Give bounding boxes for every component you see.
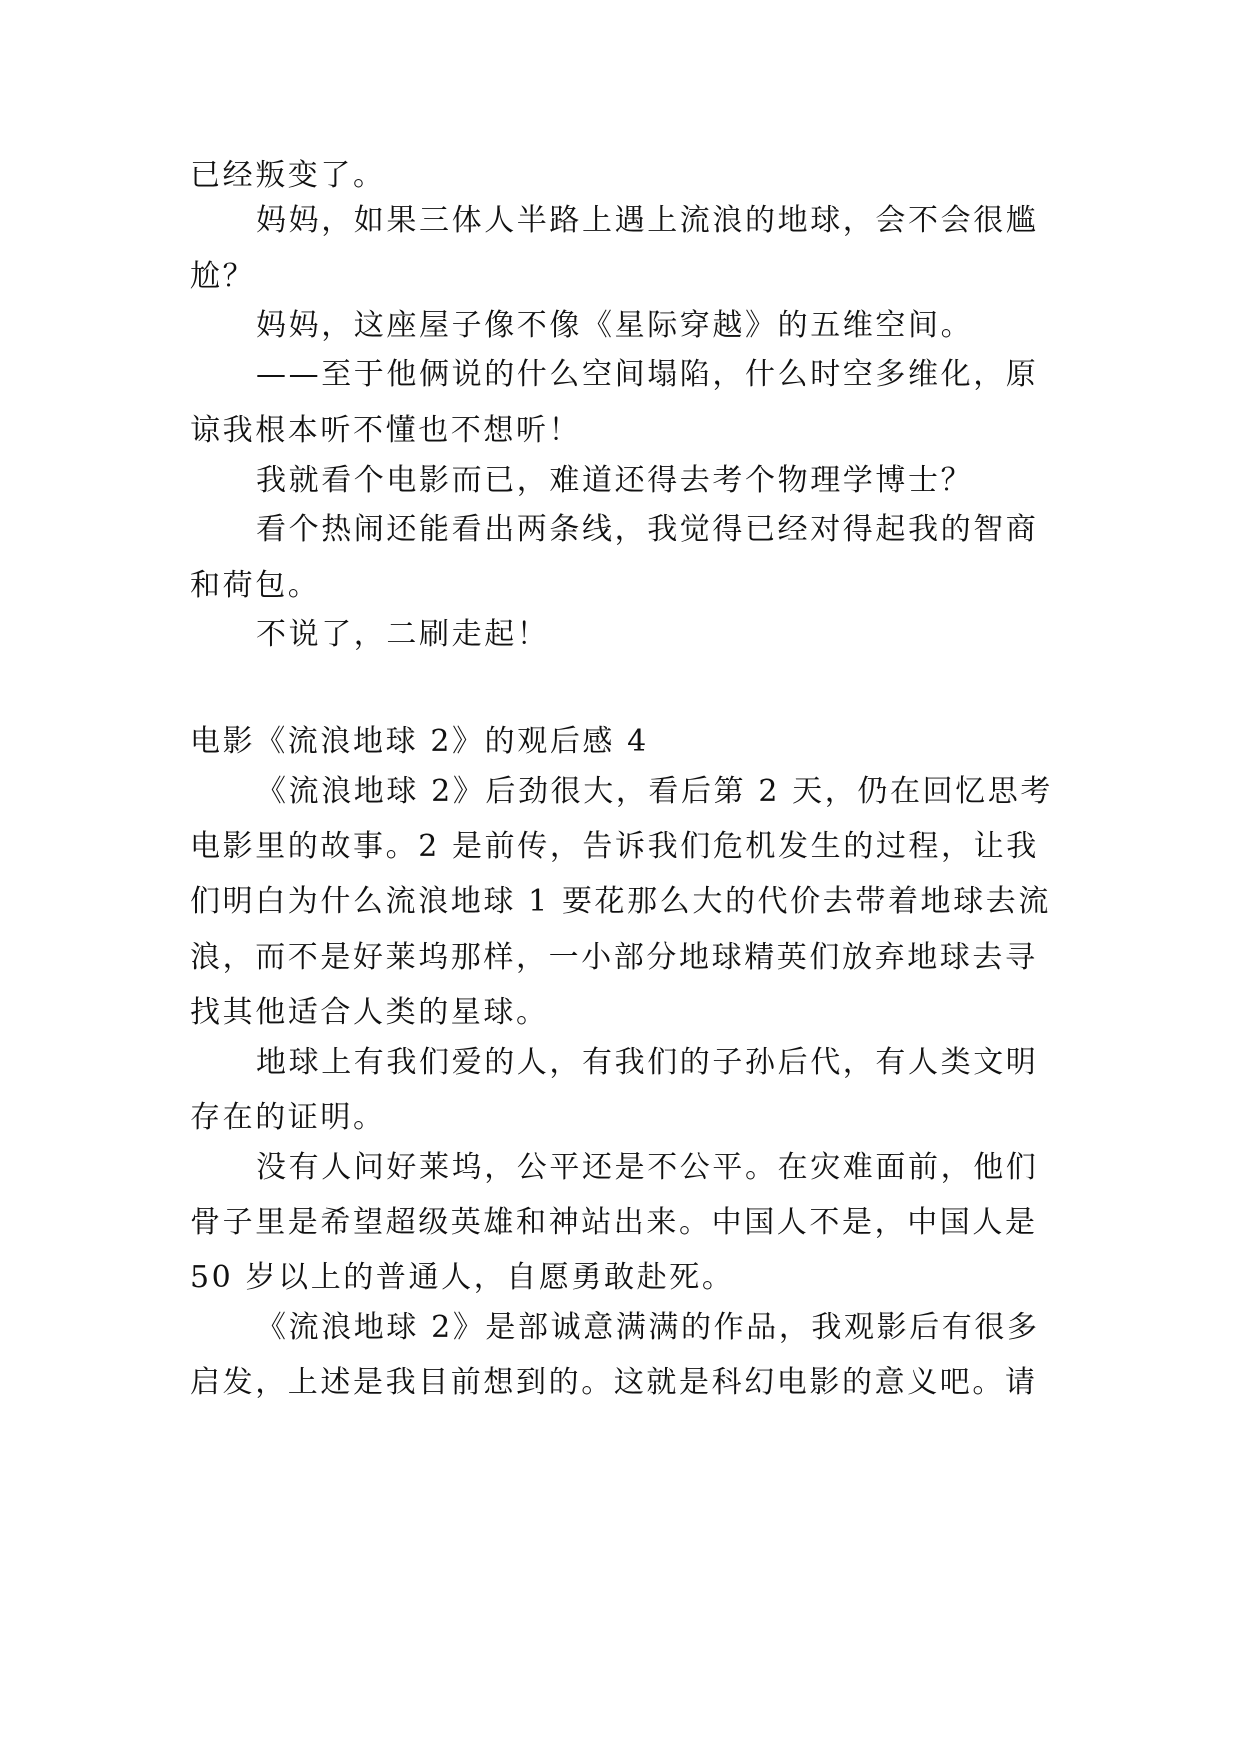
text-line: 《流浪地球 2》是部诚意满满的作品，我观影后有很多 [256, 1310, 1040, 1345]
text-line: 妈妈，如果三体人半路上遇上流浪的地球，会不会很尴 [256, 203, 1039, 238]
text-line: 和荷包。 [190, 568, 321, 603]
text-line: 尬？ [190, 259, 256, 294]
text-line: 谅我根本听不懂也不想听！ [190, 413, 582, 448]
text-line: 已经叛变了。 [190, 158, 386, 193]
text-line: 《流浪地球 2》后劲很大，看后第 2 天，仍在回忆思考 [256, 774, 1053, 809]
text-line: 没有人问好莱坞，公平还是不公平。在灾难面前，他们 [256, 1150, 1039, 1185]
text-line: 不说了，二刷走起！ [256, 617, 550, 652]
text-line: 电影里的故事。2 是前传，告诉我们危机发生的过程，让我 [190, 829, 1039, 864]
section-heading: 电影《流浪地球 2》的观后感 4 [190, 724, 649, 759]
text-line: 妈妈，这座屋子像不像《星际穿越》的五维空间。 [256, 308, 974, 343]
text-line: 地球上有我们爱的人，有我们的子孙后代，有人类文明 [256, 1045, 1039, 1080]
text-line: 骨子里是希望超级英雄和神站出来。中国人不是，中国人是 [190, 1205, 1038, 1240]
text-line: 我就看个电影而已，难道还得去考个物理学博士？ [256, 463, 974, 498]
text-line: 存在的证明。 [190, 1100, 386, 1135]
text-line: 看个热闹还能看出两条线，我觉得已经对得起我的智商 [256, 512, 1039, 547]
text-line: 50 岁以上的普通人，自愿勇敢赴死。 [190, 1260, 735, 1295]
text-line: ——至于他俩说的什么空间塌陷，什么时空多维化，原 [256, 357, 1039, 392]
text-line: 找其他适合人类的星球。 [190, 995, 549, 1030]
text-line: 浪，而不是好莱坞那样，一小部分地球精英们放弃地球去寻 [190, 940, 1038, 975]
text-line: 们明白为什么流浪地球 1 要花那么大的代价去带着地球去流 [190, 884, 1051, 919]
text-line: 启发，上述是我目前想到的。这就是科幻电影的意义吧。请 [190, 1365, 1038, 1400]
